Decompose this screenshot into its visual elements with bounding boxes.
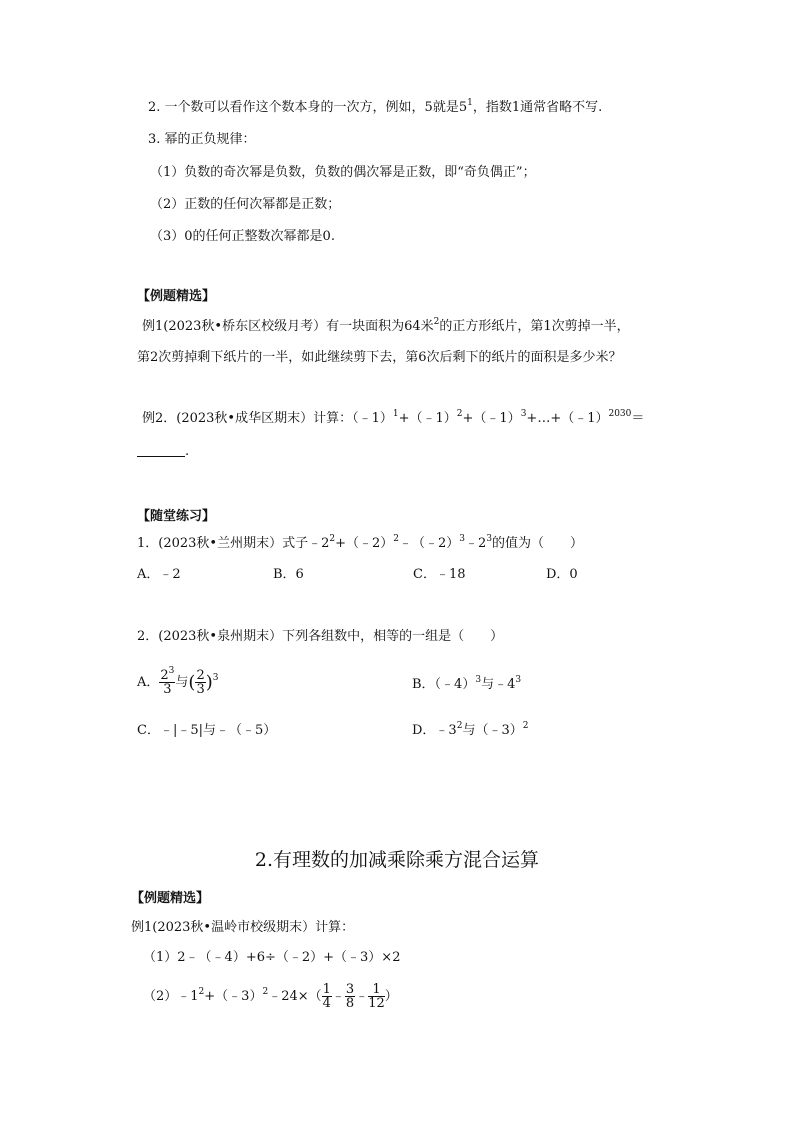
example-2 — [142, 410, 644, 428]
close-paren: ） — [384, 989, 398, 1004]
exponent: 2 — [433, 317, 440, 327]
rule-3-sub-2: （2）正数的任何次幂都是正数； — [150, 197, 341, 212]
exponent: 3 — [520, 409, 527, 419]
q1-option-a[interactable]: A．﹣2 — [137, 567, 181, 582]
practice-question-1 — [137, 535, 583, 553]
option-label: A． — [137, 675, 160, 690]
fraction-denominator: 3 — [196, 682, 205, 697]
option-label: D．﹣3 — [412, 723, 457, 738]
term: ﹣（﹣2） — [399, 536, 460, 551]
fraction-numerator: 1 — [322, 982, 331, 997]
rule-3 — [148, 131, 256, 149]
term: ﹣2 — [465, 536, 487, 551]
numerator-base: 2 — [160, 668, 169, 683]
rule-number: 2. — [148, 100, 161, 115]
practice-question-2: 2．(2023秋•泉州期末）下列各组数中，相等的一组是（ ） — [137, 629, 504, 644]
fraction-numerator: 1 — [368, 983, 385, 997]
connector: 与（﹣3） — [462, 723, 523, 738]
example-text: 例2．(2023秋•成华区期末）计算：（﹣1） — [142, 411, 393, 426]
fraction-denominator: 3 — [163, 682, 172, 697]
q2-option-c[interactable]: C．﹣|﹣5|与﹣（﹣5） — [137, 723, 277, 738]
fraction-numerator — [159, 666, 175, 683]
q1-option-c[interactable]: C．﹣18 — [413, 567, 466, 582]
option-label: B．（﹣4） — [412, 677, 476, 692]
q1-option-d[interactable]: D．0 — [546, 567, 578, 582]
connector: 与﹣4 — [481, 677, 516, 692]
rule-3-sub-1: （1）负数的奇次幂是负数，负数的偶次幂是正数，即“奇负偶正”； — [150, 165, 536, 180]
exponent: 2 — [262, 987, 269, 997]
open-paren: ( — [188, 672, 196, 693]
term: +（﹣1） — [462, 411, 521, 426]
rule-text-tail: ，指数1通常省略不写. — [472, 100, 603, 115]
period: . — [185, 444, 190, 459]
exponent: 2 — [522, 721, 529, 731]
exponent: 3 — [475, 675, 482, 685]
term: +（﹣1） — [398, 411, 457, 426]
fraction-denominator: 4 — [322, 996, 331, 1011]
rule-3-sub-3: （3）0的任何正整数次幂都是0. — [150, 229, 335, 244]
term: ﹣24×（ — [268, 989, 322, 1004]
exponent: 2030 — [608, 409, 632, 419]
q1-option-b[interactable]: B．6 — [273, 567, 304, 582]
example-1-stem: 例1(2023秋•温岭市校级期末）计算： — [131, 920, 355, 935]
exponent: 1 — [392, 409, 399, 419]
term: +（﹣2） — [335, 536, 394, 551]
exponent: 3 — [459, 534, 466, 544]
exponent: 2 — [456, 721, 463, 731]
close-paren: ) — [205, 672, 213, 693]
minus-sign: ﹣ — [355, 989, 369, 1004]
fraction-denominator: 12 — [368, 996, 385, 1011]
fraction-numerator: 2 — [196, 668, 205, 683]
rule-text: 幂的正负规律： — [164, 132, 256, 147]
fraction — [195, 669, 205, 696]
example-2-answer — [137, 443, 189, 461]
example-part-2 — [143, 982, 398, 1012]
rule-number: 3. — [148, 132, 161, 147]
fraction — [368, 983, 385, 1010]
term: +…+（﹣1） — [526, 411, 609, 426]
answer-blank[interactable] — [137, 444, 185, 457]
example-1-line-2: 第2次剪掉剩下纸片的一半，如此继续剪下去，第6次后剩下的纸片的面积是多少米？ — [137, 350, 622, 365]
exponent: 1 — [467, 98, 473, 108]
fraction — [345, 983, 355, 1010]
q2-option-b[interactable] — [412, 676, 521, 694]
equals-sign: ＝ — [631, 411, 645, 426]
example-1-line-1 — [142, 318, 630, 336]
q2-option-d[interactable] — [412, 722, 528, 740]
section-title: 2.有理数的加减乘除乘方混合运算 — [254, 849, 540, 871]
exponent: 3 — [486, 534, 493, 544]
fraction-denominator: 8 — [345, 996, 355, 1011]
example-text-tail: 的正方形纸片，第1次剪掉一半， — [439, 319, 630, 334]
exponent: 3 — [168, 666, 175, 676]
section-heading-examples-2: 【例题精选】 — [131, 891, 210, 906]
fraction — [322, 983, 332, 1010]
rule-text: 一个数可以看作这个数本身的一次方，例如，5就是5 — [164, 100, 468, 115]
term: +（﹣3） — [204, 989, 263, 1004]
exponent: 3 — [515, 675, 522, 685]
example-part-1: （1）2﹣（﹣4）+6÷（﹣2）+（﹣3）×2 — [143, 950, 401, 965]
section-heading-practice: 【随堂练习】 — [137, 509, 216, 524]
exponent: 2 — [329, 534, 336, 544]
q2-option-a[interactable] — [137, 668, 219, 698]
fraction-numerator: 3 — [345, 982, 355, 997]
exponent: 3 — [212, 673, 219, 683]
exponent: 2 — [456, 409, 463, 419]
question-text: 1．(2023秋•兰州期末）式子﹣2 — [137, 536, 330, 551]
connector: 与 — [175, 675, 189, 690]
exponent: 2 — [198, 987, 205, 997]
question-tail: 的值为（ ） — [492, 536, 584, 551]
section-heading-examples: 【例题精选】 — [137, 289, 216, 304]
minus-sign: ﹣ — [331, 989, 345, 1004]
exponent: 2 — [393, 534, 400, 544]
fraction — [159, 666, 175, 697]
term: （2）﹣1 — [143, 989, 199, 1004]
rule-2 — [148, 99, 602, 117]
example-text: 例1(2023秋•桥东区校级月考）有一块面积为64米 — [142, 319, 434, 334]
